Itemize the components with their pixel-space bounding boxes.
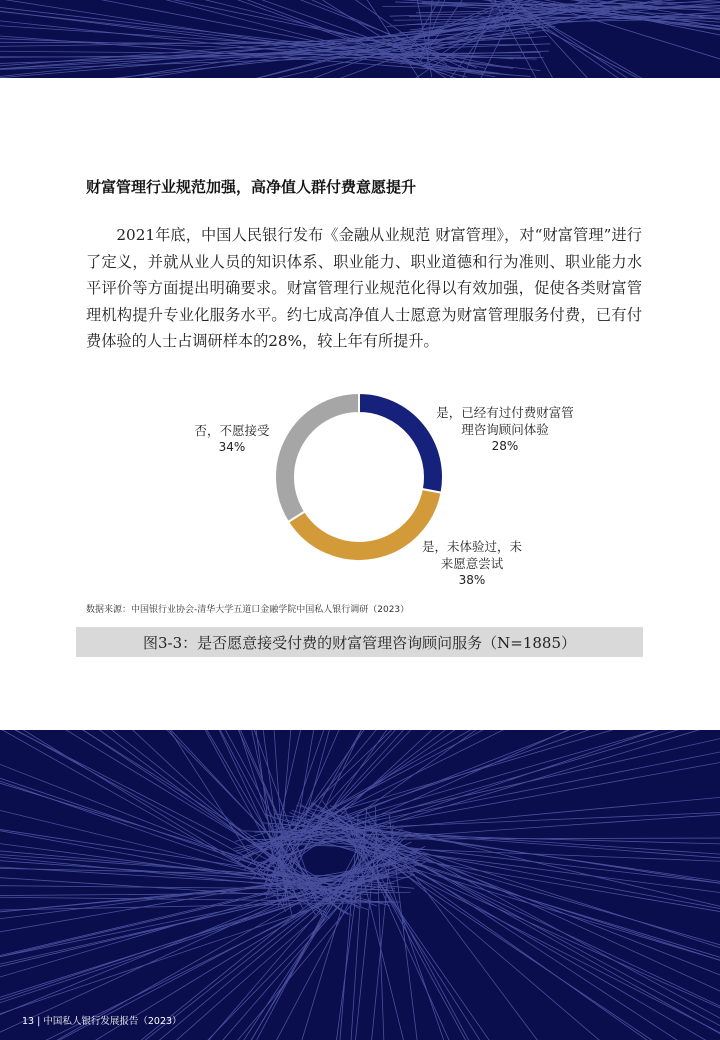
- donut-chart: [0, 380, 720, 595]
- body-paragraph: 2021年底，中国人民银行发布《金融从业规范 财富管理》，对“财富管理”进行了定义，并就从业人员的知识体系、职业能力、职业道德和行为准则、职业能力水平评价等方面提出明确要求。财富管理行业规范化得以有效加强，促使各类财富管理机构提升专业化服务水平。约七成高净值人士愿意为财富管理服务付费，已有付费体验的人士占调研样本的28%，较上年有所提升。: [86, 226, 642, 351]
- slice-label-yes-not-tried: [412, 538, 532, 589]
- top-band-pattern: [0, 0, 720, 78]
- slice-label-no-line1: 否，不愿接受: [194, 423, 270, 438]
- donut-slice-no: [275, 393, 359, 522]
- slice-value-yes-not-tried: 38%: [458, 573, 486, 587]
- slice-label-yes-experienced-line1: 是，已经有过付费财富管: [436, 405, 574, 420]
- footer-separator: |: [37, 1016, 41, 1027]
- slice-label-yes-not-tried-line2: 来愿意尝试: [440, 556, 504, 571]
- donut-chart-svg: [0, 380, 720, 595]
- data-source-note: 数据来源：中国银行业协会-清华大学五道口金融学院中国私人银行调研（2023）: [86, 605, 410, 615]
- slice-value-yes-experienced: 28%: [491, 439, 519, 453]
- slice-label-yes-experienced: [430, 404, 580, 455]
- bottom-band-pattern: [0, 730, 720, 1040]
- figure-caption-text: 图3-3：是否愿意接受付费的财富管理咨询顾问服务（N=1885）: [142, 633, 577, 652]
- top-decorative-band: [0, 0, 720, 78]
- bottom-decorative-band: [0, 730, 720, 1040]
- slice-label-yes-not-tried-line1: 是，未体验过，未: [421, 539, 522, 554]
- section-heading: 财富管理行业规范加强，高净值人群付费意愿提升: [86, 178, 417, 196]
- figure-caption: [76, 627, 643, 657]
- slice-value-no: 34%: [218, 440, 246, 454]
- slice-label-no: [184, 422, 280, 456]
- page-number: 13: [22, 1016, 35, 1027]
- slice-label-yes-experienced-line2: 理咨询顾问体验: [461, 422, 549, 437]
- report-title: 中国私人银行发展报告（2023）: [43, 1016, 182, 1027]
- page-footer: [22, 1013, 182, 1027]
